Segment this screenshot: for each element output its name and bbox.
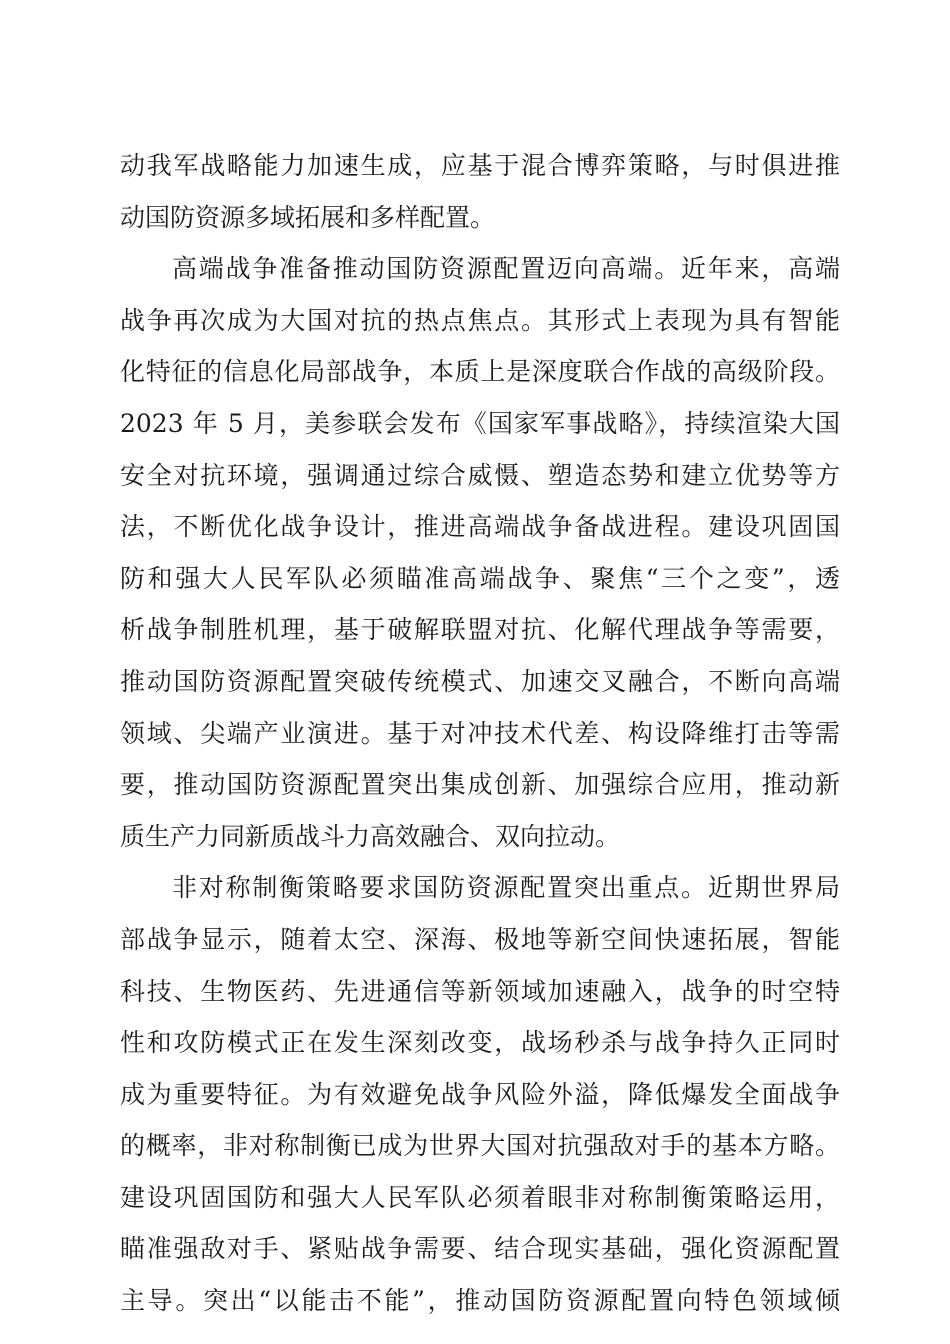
paragraph-3-line-2: 部战争显示，随着太空、深海、极地等新空间快速拓展，智能 bbox=[120, 924, 840, 954]
paragraph-3-line-9: 主导。突出“以能击不能”，推动国防资源配置向特色领域倾 bbox=[120, 1286, 840, 1316]
paragraph-3-line-7: 建设巩固国防和强大人民军队必须着眼非对称制衡策略运用， bbox=[120, 1182, 840, 1212]
paragraph-3-line-6: 的概率，非对称制衡已成为世界大国对抗强敌对手的基本方略。 bbox=[120, 1131, 840, 1161]
paragraph-2-line-2: 战争再次成为大国对抗的热点焦点。其形式上表现为具有智能 bbox=[120, 305, 840, 335]
paragraph-2-line-1: 高端战争准备推动国防资源配置迈向高端。近年来，高端 bbox=[172, 254, 840, 284]
paragraph-1-line-2: 动国防资源多域拓展和多样配置。 bbox=[120, 202, 496, 232]
paragraph-2-line-4: 2023 年 5 月，美参联会发布《国家军事战略》，持续渲染大国 bbox=[120, 408, 840, 438]
paragraph-3-line-3: 科技、生物医药、先进通信等新领域加速融入，战争的时空特 bbox=[120, 976, 840, 1006]
paragraph-2-line-11: 要，推动国防资源配置突出集成创新、加强综合应用，推动新 bbox=[120, 770, 840, 800]
paragraph-2-line-8: 析战争制胜机理，基于破解联盟对抗、化解代理战争等需要， bbox=[120, 615, 840, 645]
paragraph-2-line-12: 质生产力同新质战斗力高效融合、双向拉动。 bbox=[120, 821, 621, 851]
paragraph-2-line-7: 防和强大人民军队必须瞄准高端战争、聚焦“三个之变”，透 bbox=[120, 563, 840, 593]
paragraph-2-line-9: 推动国防资源配置突破传统模式、加速交叉融合，不断向高端 bbox=[120, 666, 840, 696]
paragraph-2-line-6: 法，不断优化战争设计，推进高端战争备战进程。建设巩固国 bbox=[120, 512, 840, 542]
body-text bbox=[120, 140, 840, 1327]
paragraph-2-line-5: 安全对抗环境，强调通过综合威慑、塑造态势和建立优势等方 bbox=[120, 460, 840, 490]
paragraph-3-line-1: 非对称制衡策略要求国防资源配置突出重点。近期世界局 bbox=[172, 873, 840, 903]
paragraph-3-line-8: 瞄准强敌对手、紧贴战争需要、结合现实基础，强化资源配置 bbox=[120, 1234, 840, 1264]
paragraph-3-line-4: 性和攻防模式正在发生深刻改变，战场秒杀与战争持久正同时 bbox=[120, 1028, 840, 1058]
paragraph-3-line-5: 成为重要特征。为有效避免战争风险外溢，降低爆发全面战争 bbox=[120, 1079, 840, 1109]
paragraph-2-line-3: 化特征的信息化局部战争，本质上是深度联合作战的高级阶段。 bbox=[120, 357, 840, 387]
paragraph-2-line-10: 领域、尖端产业演进。基于对冲技术代差、构设降维打击等需 bbox=[120, 718, 840, 748]
paragraph-1-line-1: 动我军战略能力加速生成，应基于混合博弈策略，与时俱进推 bbox=[120, 151, 840, 180]
